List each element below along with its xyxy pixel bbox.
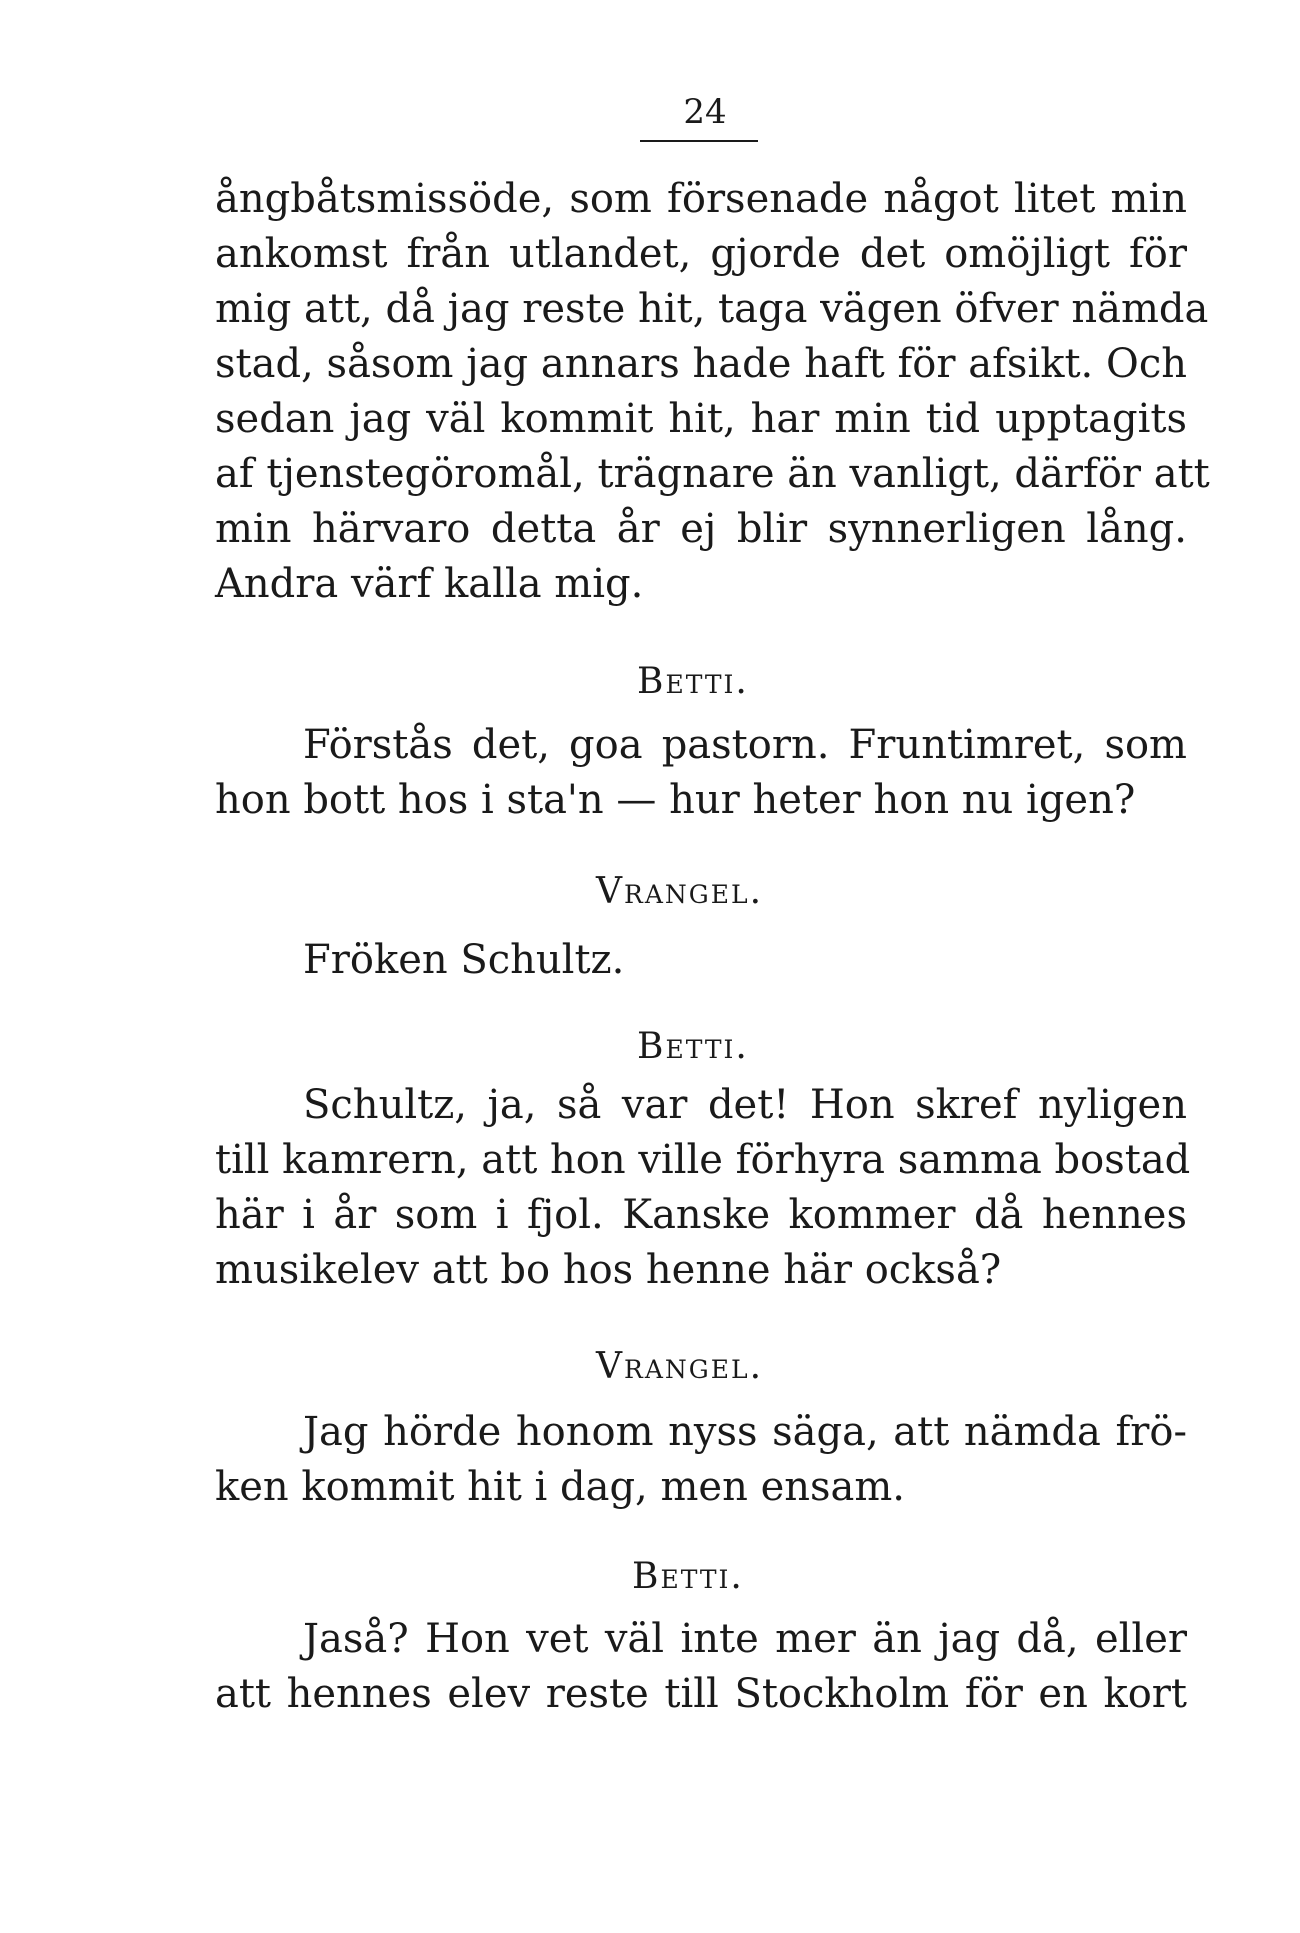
text-line: att hennes elev reste till Stockholm för en kort xyxy=(215,1671,1187,1717)
text-line: Fröken Schultz. xyxy=(303,937,625,983)
paragraph-narrative xyxy=(215,172,1210,612)
page-number-rule xyxy=(640,140,758,142)
speaker-name: Vrangel. xyxy=(596,1346,764,1387)
paragraph-dialogue xyxy=(215,933,1187,988)
text-line: mig att, då jag reste hit, taga vägen öfver nämda xyxy=(215,286,1209,332)
text-line: ankomst från utlandet, gjorde det omöjligt för xyxy=(215,231,1187,277)
text-line: Andra värf kalla mig. xyxy=(215,561,644,607)
page-number: 24 xyxy=(683,92,727,132)
text-line: Jaså? Hon vet väl inte mer än jag då, eller xyxy=(303,1616,1187,1662)
text-line: här i år som i fjol. Kanske kommer då hennes xyxy=(215,1192,1187,1238)
text-line: Jag hörde honom nyss säga, att nämda frö- xyxy=(303,1409,1187,1455)
text-line: ångbåtsmissöde, som försenade något litet min xyxy=(215,176,1187,222)
speaker-name: Betti. xyxy=(637,1026,749,1067)
text-line: af tjenstegöromål, trägnare än vanligt, därför att xyxy=(215,451,1210,497)
text-line: min härvaro detta år ej blir synnerligen lång. xyxy=(215,506,1187,552)
text-line: ken kommit hit i dag, men ensam. xyxy=(215,1464,906,1510)
text-line: musikelev att bo hos henne här också? xyxy=(215,1247,1002,1293)
paragraph-dialogue xyxy=(215,718,1187,828)
text-line: hon bott hos i sta'n — hur heter hon nu igen? xyxy=(215,777,1136,823)
paragraph-dialogue xyxy=(215,1612,1187,1722)
text-line: sedan jag väl kommit hit, har min tid upptagits xyxy=(215,396,1187,442)
text-line: stad, såsom jag annars hade haft för afsikt. Och xyxy=(215,341,1187,387)
text-line: Förstås det, goa pastorn. Fruntimret, som xyxy=(303,722,1187,768)
speaker-name: Betti. xyxy=(632,1556,744,1597)
paragraph-dialogue xyxy=(215,1405,1187,1515)
paragraph-dialogue xyxy=(215,1078,1191,1298)
text-line: till kamrern, att hon ville förhyra samma bostad xyxy=(215,1137,1191,1183)
speaker-name: Betti. xyxy=(637,661,749,702)
speaker-name: Vrangel. xyxy=(596,871,764,912)
text-line: Schultz, ja, så var det! Hon skref nyligen xyxy=(303,1082,1187,1128)
